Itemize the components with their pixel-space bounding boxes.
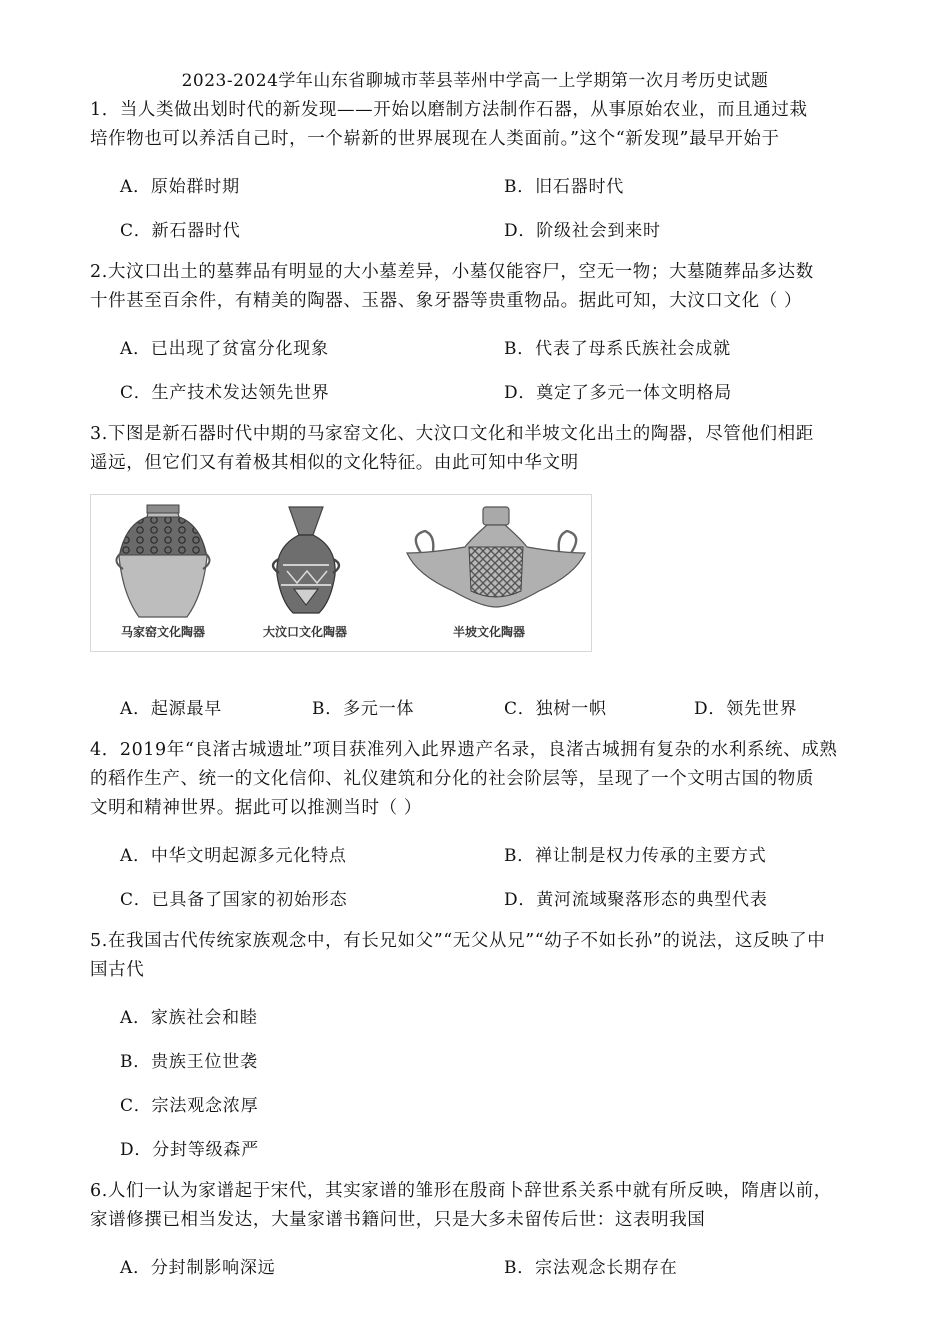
question-4-stem xyxy=(90,736,890,823)
question-1-option-a: A．原始群时期 xyxy=(120,177,240,197)
question-3-option-a: A．起源最早 xyxy=(120,699,223,719)
question-6-option-b: B．宗法观念长期存在 xyxy=(504,1258,678,1278)
question-3-option-b: B．多元一体 xyxy=(312,699,415,719)
question-2-option-d: D．奠定了多元一体文明格局 xyxy=(504,383,733,403)
question-3-stem xyxy=(90,420,890,478)
question-5-option-c: C．宗法观念浓厚 xyxy=(120,1096,259,1116)
banpo-flask xyxy=(407,507,585,607)
question-1-line-1: 1．当人类做出划时代的新发现——开始以磨制方法制作石器，从事原始农业，而且通过栽 xyxy=(90,100,808,120)
question-5-option-b: B．贵族王位世袭 xyxy=(120,1052,258,1072)
question-3-line-1: 3.下图是新石器时代中期的马家窑文化、大汶口文化和半坡文化出土的陶器，尽管他们相距 xyxy=(90,424,814,444)
question-2-stem xyxy=(90,258,890,316)
pottery-figure xyxy=(90,494,592,652)
question-4-line-3: 文明和精神世界。据此可以推测当时（ ） xyxy=(90,798,422,818)
question-1-option-d: D．阶级社会到来时 xyxy=(504,221,661,241)
caption-dawenkou: 大汶口文化陶器 xyxy=(263,625,348,639)
question-6-stem xyxy=(90,1177,890,1235)
question-4-option-d: D．黄河流域聚落形态的典型代表 xyxy=(504,890,768,910)
question-3-option-d: D．领先世界 xyxy=(694,699,798,719)
question-2-line-1: 2.大汶口出土的墓葬品有明显的大小墓差异，小墓仅能容尸，空无一物；大墓随葬品多达数 xyxy=(90,262,814,282)
question-2-line-2: 十件甚至百余件，有精美的陶器、玉器、象牙器等贵重物品。据此可知，大汶口文化（ ） xyxy=(90,291,803,311)
question-6-line-2: 家谱修撰已相当发达，大量家谱书籍问世，只是大多未留传后世：这表明我国 xyxy=(90,1210,706,1230)
question-5-line-2: 国古代 xyxy=(90,960,145,980)
question-4-option-a: A．中华文明起源多元化特点 xyxy=(120,846,347,866)
question-6-line-1: 6.人们一认为家谱起于宋代，其实家谱的雏形在殷商卜辞世系关系中就有所反映，隋唐以前， xyxy=(90,1181,832,1201)
question-3-line-2: 遥远，但它们又有着极其相似的文化特征。由此可知中华文明 xyxy=(90,453,579,473)
question-5-option-d: D．分封等级森严 xyxy=(120,1140,260,1160)
caption-banpo: 半坡文化陶器 xyxy=(453,625,526,639)
question-3-option-c: C．独树一帜 xyxy=(504,699,607,719)
caption-majiayao: 马家窑文化陶器 xyxy=(121,625,206,639)
question-2-option-b: B．代表了母系氏族社会成就 xyxy=(504,339,731,359)
question-4-option-b: B．禅让制是权力传承的主要方式 xyxy=(504,846,767,866)
question-5-option-a: A．家族社会和睦 xyxy=(120,1008,258,1028)
question-4-option-c: C．已具备了国家的初始形态 xyxy=(120,890,348,910)
question-1-line-2: 培作物也可以养活自己时，一个崭新的世界展现在人类面前。”这个“新发现”最早开始于 xyxy=(90,129,780,149)
question-1-option-c: C．新石器时代 xyxy=(120,221,241,241)
question-4-line-1: 4．2019年“良渚古城遗址”项目获准列入此界遗产名录，良渚古城拥有复杂的水利系统、成熟 xyxy=(90,740,838,760)
question-5-stem xyxy=(90,927,890,985)
question-2-option-c: C．生产技术发达领先世界 xyxy=(120,383,330,403)
document-title: 2023-2024学年山东省聊城市莘县莘州中学高一上学期第一次月考历史试题 xyxy=(181,71,769,91)
question-1-option-b: B．旧石器时代 xyxy=(504,177,625,197)
question-6-option-a: A．分封制影响深远 xyxy=(120,1258,276,1278)
majiayao-jar xyxy=(116,505,209,617)
question-2-option-a: A．已出现了贫富分化现象 xyxy=(120,339,329,359)
dawenkou-vessel xyxy=(273,507,339,613)
question-5-line-1: 5.在我国古代传统家族观念中，有长兄如父”“无父从兄”“幼子不如长孙”的说法，这反映了中 xyxy=(90,931,826,951)
question-4-line-2: 的稻作生产、统一的文化信仰、礼仪建筑和分化的社会阶层等，呈现了一个文明古国的物质 xyxy=(90,769,814,789)
question-1-stem xyxy=(90,96,890,154)
